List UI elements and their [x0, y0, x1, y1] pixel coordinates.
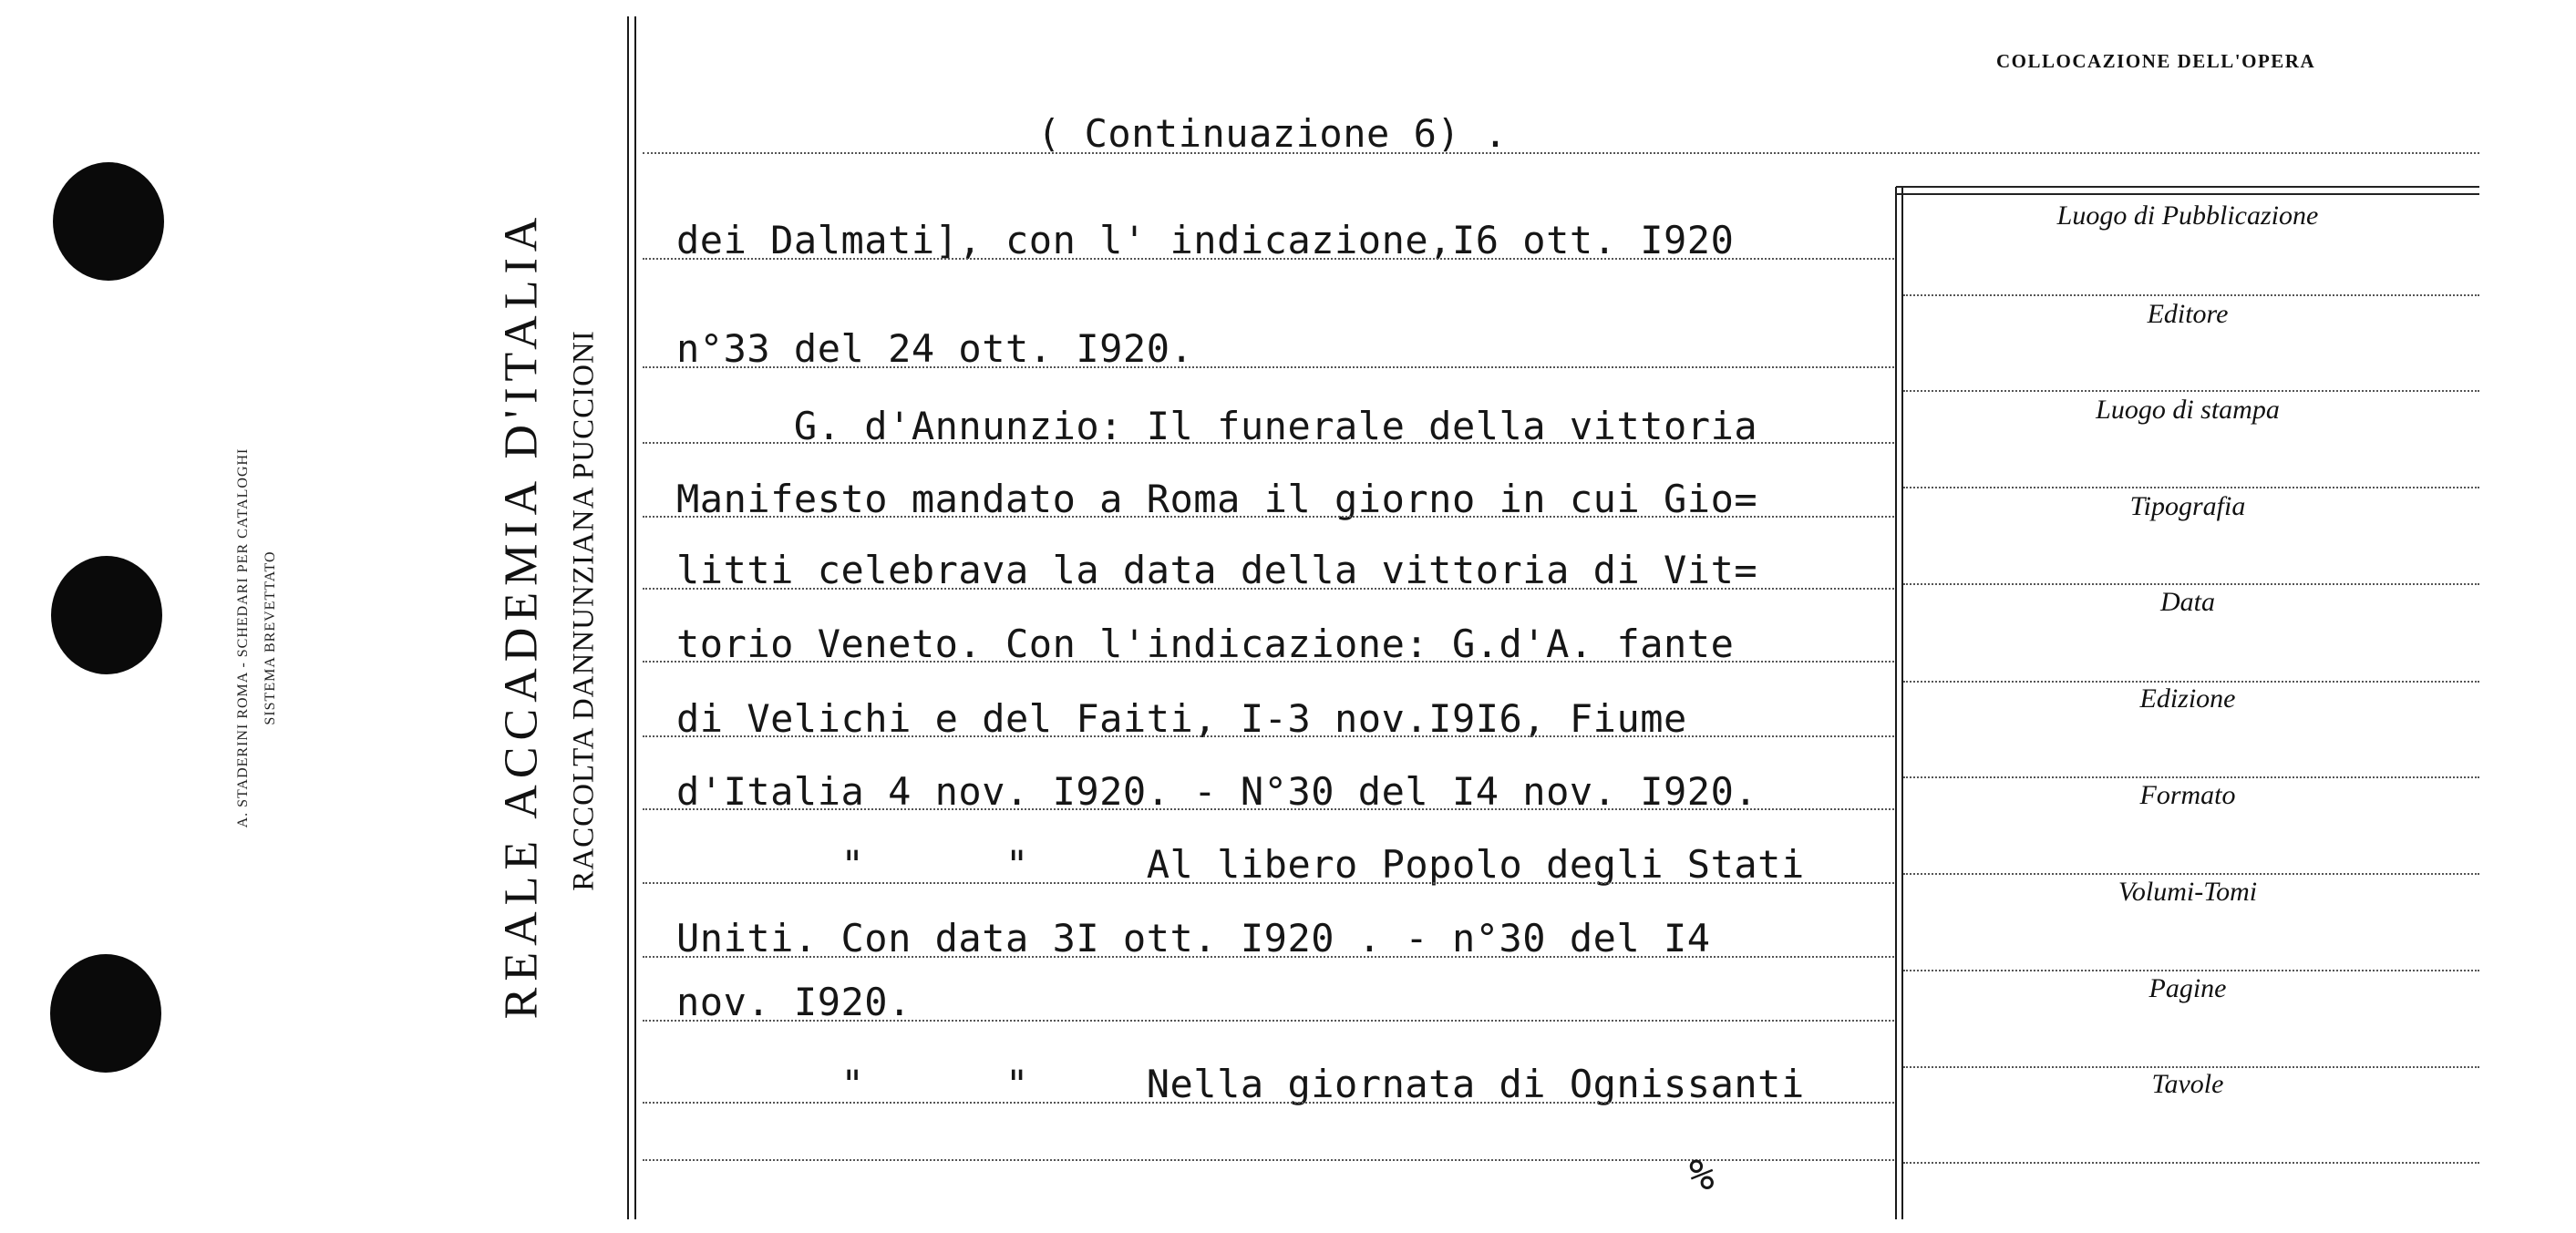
entry-line-8: d'Italia 4 nov. I920. - N°30 del I4 nov. I920. — [676, 769, 1758, 814]
field-rule-2 — [1903, 390, 2479, 392]
field-column-rule-a — [1895, 187, 1897, 1219]
rule-4 — [643, 516, 1894, 518]
rule-7 — [643, 735, 1894, 737]
field-tipografia: Tipografia — [2129, 491, 2246, 521]
field-pagine: Pagine — [2148, 973, 2227, 1003]
field-luogo-pubblicazione: Luogo di Pubblicazione — [2056, 200, 2319, 231]
field-tavole: Tavole — [2151, 1069, 2224, 1099]
field-rule-3 — [1903, 487, 2479, 488]
entry-line-6: torio Veneto. Con l'indicazione: G.d'A. fante — [676, 622, 1735, 666]
field-edizione: Edizione — [2139, 683, 2236, 714]
entry-line-10: Uniti. Con data 3I ott. I920 . - n°30 del I4 — [676, 916, 1711, 961]
entry-line-4: Manifesto mandato a Roma il giorno in cui Gio= — [676, 477, 1758, 521]
entry-line-5: litti celebrava la data della vittoria di Vit= — [676, 548, 1758, 592]
punch-hole-bottom — [50, 954, 161, 1073]
entry-line-2: n°33 del 24 ott. I920. — [676, 326, 1194, 371]
rule-3 — [643, 442, 1894, 444]
field-rule-9 — [1903, 1066, 2479, 1068]
printer-imprint — [230, 448, 284, 828]
continuation-title: ( Continuazione 6) . — [1037, 111, 1508, 156]
field-column-rule-b — [1901, 187, 1903, 1219]
rule-2 — [643, 366, 1894, 368]
field-rule-4 — [1903, 583, 2479, 585]
left-double-rule-a — [627, 16, 629, 1219]
punch-hole-top — [53, 162, 164, 281]
continuation-mark: % — [1689, 1150, 1715, 1199]
rule-5 — [643, 588, 1894, 590]
rule-11 — [643, 1020, 1894, 1022]
printer-line-2: SISTEMA BREVETTATO — [263, 550, 278, 725]
collection-heading: RACCOLTA DANNUNZIANA PUCCIONI — [567, 330, 601, 891]
field-rule-1 — [1903, 294, 2479, 296]
field-rule-7 — [1903, 873, 2479, 875]
field-data: Data — [2160, 587, 2215, 617]
field-box-top-rule-a — [1896, 186, 2479, 188]
printer-line-1: A. STADERINI ROMA - SCHEDARI PER CATALOGHI — [235, 447, 251, 828]
field-formato: Formato — [2139, 780, 2236, 810]
rule-8 — [643, 808, 1894, 810]
left-double-rule-b — [634, 16, 636, 1219]
punch-hole-middle — [51, 556, 162, 674]
entry-line-1: dei Dalmati], con l' indicazione,I6 ott. I920 — [676, 218, 1735, 262]
entry-line-11: nov. I920. — [676, 980, 912, 1024]
field-rule-6 — [1903, 776, 2479, 778]
field-rule-10 — [1903, 1162, 2479, 1164]
field-editore: Editore — [2147, 299, 2229, 329]
entry-line-12: " " Nella giornata di Ognissanti — [676, 1062, 1805, 1106]
rule-6 — [643, 661, 1894, 663]
academy-heading: REALE ACCADEMIA D'ITALIA — [495, 211, 548, 1020]
rule-title — [643, 152, 2479, 154]
entry-line-7: di Velichi e del Faiti, I-3 nov.I9I6, Fiume — [676, 696, 1687, 741]
rule-10 — [643, 956, 1894, 958]
rule-1 — [643, 258, 1894, 260]
field-rule-5 — [1903, 681, 2479, 683]
field-volumi-tomi: Volumi-Tomi — [2117, 877, 2258, 907]
rule-12 — [643, 1102, 1894, 1104]
field-box-top-rule-b — [1896, 193, 2479, 195]
field-rule-8 — [1903, 970, 2479, 971]
rule-9 — [643, 882, 1894, 884]
entry-line-9: " " Al libero Popolo degli Stati — [676, 842, 1805, 887]
collocation-header: COLLOCAZIONE DELL'OPERA — [1996, 50, 2316, 72]
entry-line-3: G. d'Annunzio: Il funerale della vittoria — [676, 404, 1758, 448]
field-luogo-stampa: Luogo di stampa — [2096, 395, 2280, 425]
